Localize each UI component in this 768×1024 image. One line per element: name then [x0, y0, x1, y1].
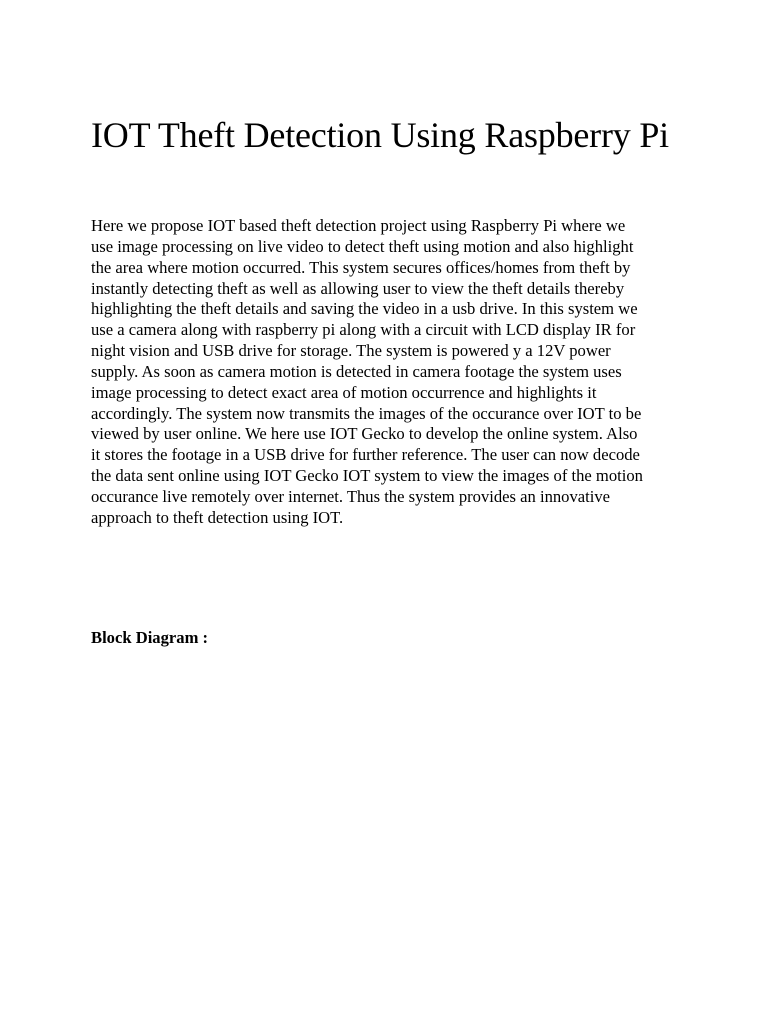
body-line: the data sent online using IOT Gecko IOT system to view the images of the motion: [91, 466, 643, 486]
body-line: use a camera along with raspberry pi along with a circuit with LCD display IR for: [91, 320, 636, 340]
body-line: use image processing on live video to detect theft using motion and also highlight: [91, 236, 634, 256]
body-line: highlighting the theft details and saving the video in a usb drive. In this system we: [91, 299, 638, 319]
body-line: image processing to detect exact area of motion occurrence and highlights it: [91, 382, 597, 402]
body-line: approach to theft detection using IOT.: [91, 507, 344, 527]
document-title: IOT Theft Detection Using Raspberry Pi: [91, 115, 669, 155]
block-diagram-heading: Block Diagram :: [91, 628, 209, 647]
body-line: supply. As soon as camera motion is detected in camera footage the system uses: [91, 361, 622, 381]
body-line: accordingly. The system now transmits the images of the occurance over IOT to be: [91, 403, 642, 423]
body-line: the area where motion occurred. This system secures offices/homes from theft by: [91, 257, 631, 277]
body-line: Here we propose IOT based theft detection project using Raspberry Pi where we: [91, 216, 626, 235]
body-line: instantly detecting theft as well as allowing user to view the theft details thereby: [91, 278, 625, 298]
body-line: viewed by user online. We here use IOT Gecko to develop the online system. Also: [91, 424, 638, 444]
body-line: it stores the footage in a USB drive for further reference. The user can now decode: [91, 445, 640, 465]
body-line: night vision and USB drive for storage. The system is powered y a 12V power: [91, 341, 611, 361]
body-paragraph: [91, 216, 691, 529]
body-line: occurance live remotely over internet. Thus the system provides an innovative: [91, 486, 611, 506]
